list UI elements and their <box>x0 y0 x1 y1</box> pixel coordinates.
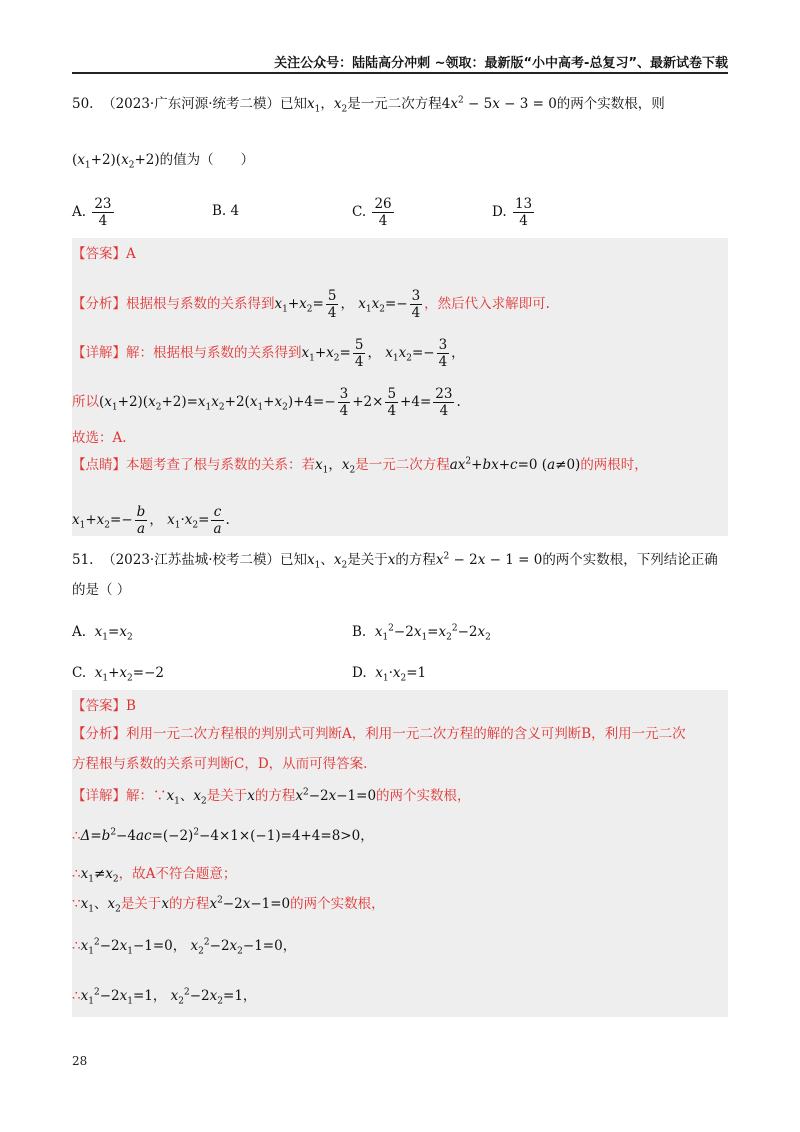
q51-stem-line1: 51. （2023·江苏盐城·校考二模）已知$x_1$、$x_2$是关于x的方程$x^2 - 2x - 1 = 0$的两个实数根，下列结论正确 <box>72 551 718 571</box>
q51-discriminant: $\therefore\Delta=b^2-4ac=(-2)^2-4\times 1\times(-1)=4+4=8>0$， <box>72 827 374 844</box>
q51-option-a: A. $x_1=x_2$ <box>72 624 133 643</box>
q51-because-line: $\because x_1$、$x_2$是关于x的方程$x^2-2x-1=0$的两个实数根， <box>72 895 385 915</box>
q50-option-b: B. 4 <box>212 203 240 219</box>
q50-detail: 【详解】解：根据根与系数的关系得到$x_1+x_2=$ $\frac{5}{4}$ ， $x_1x_2=-$ $\frac{3}{4}$ ， <box>72 337 465 370</box>
q51-detail: 【详解】解：$\because x_1$、$x_2$是关于x的方程$x^2-2x-1=0$的两个实数根， <box>72 787 471 807</box>
q50-comment-formula: $x_1+x_2=-$ $\frac{b}{a}$ ， $x_1\cdot x_2=$ $\frac{c}{a}$ . <box>72 504 230 537</box>
q50-option-d: D. $\frac{13}{4}$ <box>492 196 533 229</box>
q50-choice: 故选：A. <box>72 430 127 446</box>
q50-stem-line1: 50. （2023·广东河源·统考二模）已知$x_1$，$x_2$是一元二次方程$4x^2 - 5x - 3 = 0$的两个实数根，则 <box>72 95 665 115</box>
q51-stem-line2: 的是（ ） <box>72 582 131 598</box>
q51-option-b: B. $x_1^2-2x_1=x_2^2-2x_2$ <box>352 623 491 643</box>
q50-option-a: A. $\frac{23}{4}$ <box>72 196 112 229</box>
q51-option-c: C. $x_1+x_2=-2$ <box>72 665 164 684</box>
page-number: 28 <box>72 1054 88 1068</box>
q50-calculation: 所以$(x_1+2)(x_2+2)=x_1x_2+2(x_1+x_2)+4=-$ $\frac{3}{4}$ +2× $\frac{5}{4}$ +4= $\frac{23}{4}$ . <box>72 386 461 419</box>
q51-equations-2: $\therefore x_1^2-2x_1=1$， $x_2^2-2x_2=1$， <box>72 987 257 1007</box>
q50-stem-line2: $(x_1+2)(x_2+2)$的值为（ ） <box>72 152 255 171</box>
q50-option-c: C. $\frac{26}{4}$ <box>352 196 392 229</box>
q51-equations: $\therefore x_1^2-2x_1-1=0$， $x_2^2-2x_2-1=0$， <box>72 937 297 957</box>
page-header: 关注公众号：陆陆高分冲刺 ~领取：最新版“小中高考-总复习”、最新试卷下载 <box>274 56 728 71</box>
q51-not-equal: $\therefore x_1\ne x_2$，故A不符合题意； <box>72 866 237 885</box>
q50-source: （2023·广东河源·统考二模） <box>102 96 281 112</box>
q50-equation: $4x^2 - 5x - 3 = 0$ <box>441 95 557 112</box>
q50-number: 50. <box>72 96 94 112</box>
q51-answer: 【答案】B <box>72 698 136 714</box>
q51-option-d: D. $x_1\cdot x_2=1$ <box>352 665 427 684</box>
q51-number: 51. <box>72 552 94 568</box>
q50-answer: 【答案】A <box>72 246 136 262</box>
q51-source: （2023·江苏盐城·校考二模） <box>102 552 281 568</box>
q50-expression: $(x_1+2)(x_2+2)$ <box>72 152 160 171</box>
q50-comment: 【点睛】本题考查了根与系数的关系：若$x_1$，$x_2$是一元二次方程$ax^2+bx+c=0$ (a≠0)的两根时， <box>72 456 648 476</box>
q51-analysis-line1: 【分析】利用一元二次方程根的判别式可判断A，利用一元二次方程的解的含义可判断B，利用一元二次 <box>72 726 686 742</box>
header-rule <box>72 72 728 74</box>
q51-analysis-line2: 方程根与系数的关系可判断C，D，从而可得答案. <box>72 756 368 772</box>
q50-analysis: 【分析】根据根与系数的关系得到$x_1+x_2=$ $\frac{5}{4}$ ， $x_1x_2=-$ $\frac{3}{4}$ ，然后代入求解即可. <box>72 288 550 321</box>
